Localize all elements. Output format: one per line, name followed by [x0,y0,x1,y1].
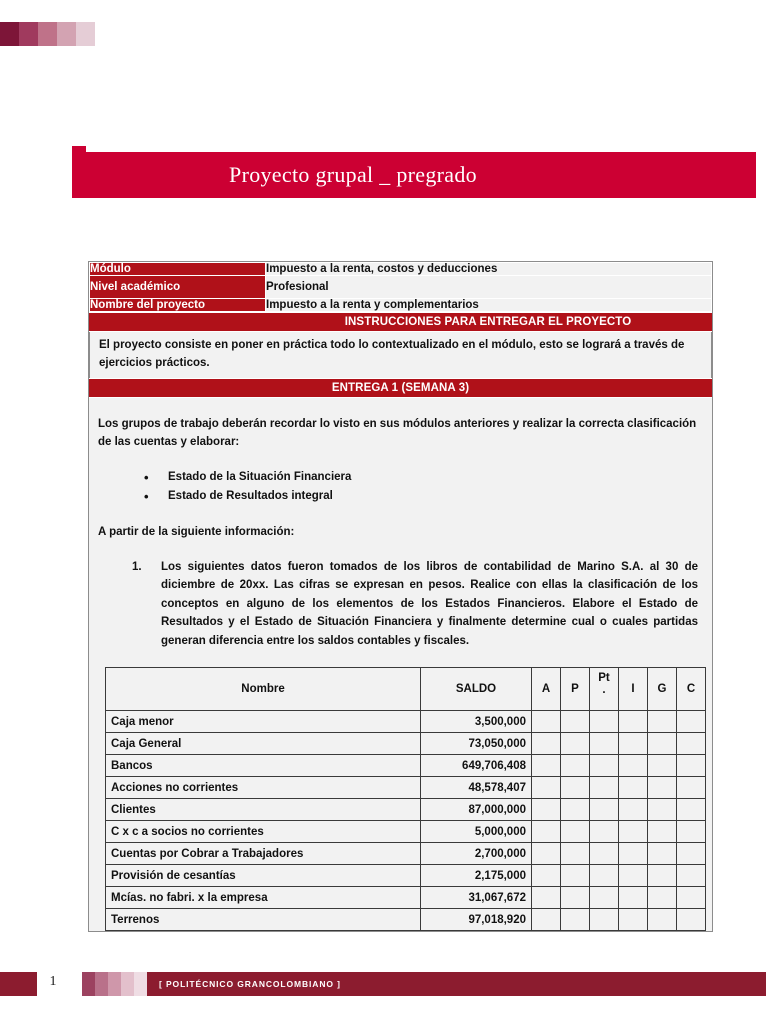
column-header-p: P [561,668,590,711]
cell-nombre: Caja menor [106,711,421,733]
cell-i[interactable] [619,865,648,887]
cell-a[interactable] [532,887,561,909]
info-value-nivel-academico: Profesional [266,276,712,299]
table-row [106,711,706,733]
cell-i[interactable] [619,821,648,843]
cell-c[interactable] [677,909,706,931]
cell-g[interactable] [648,821,677,843]
cell-i[interactable] [619,733,648,755]
table-row [106,799,706,821]
cell-g[interactable] [648,711,677,733]
cell-nombre: Mcías. no fabri. x la empresa [106,887,421,909]
cell-saldo: 5,000,000 [421,821,532,843]
cell-a[interactable] [532,711,561,733]
list-item-number: 1. [132,561,142,574]
cell-nombre: Provisión de cesantías [106,865,421,887]
table-row [90,276,712,299]
info-label-nombre-proyecto: Nombre del proyecto [90,299,266,312]
cell-pt[interactable] [590,733,619,755]
deliverables-list [98,468,698,505]
cell-nombre: C x c a socios no corrientes [106,821,421,843]
cell-saldo: 2,700,000 [421,843,532,865]
footer-color-swatches [82,972,147,996]
cell-c[interactable] [677,799,706,821]
column-header-saldo: SALDO [421,668,532,711]
cell-c[interactable] [677,711,706,733]
list-item: • Estado de Resultados integral [144,487,698,506]
list-item [132,558,698,650]
page-title-banner [72,146,756,198]
cell-p[interactable] [561,733,590,755]
cell-a[interactable] [532,733,561,755]
cell-pt[interactable] [590,799,619,821]
column-header-nombre: Nombre [106,668,421,711]
cell-a[interactable] [532,909,561,931]
page-title: Proyecto grupal _ pregrado [229,162,477,187]
column-header-pt [590,668,619,711]
cell-g[interactable] [648,843,677,865]
body-lead-paragraph: Los grupos de trabajo deberán recordar lo visto en sus módulos anteriores y realizar la correcta clasificación de las cuentas y elaborar: [98,417,697,449]
band-entrega: ENTREGA 1 (SEMANA 3) [89,378,712,398]
project-body [89,398,712,931]
cell-g[interactable] [648,887,677,909]
column-header-pt-line1: Pt [598,672,610,684]
cell-i[interactable] [619,799,648,821]
cell-nombre: Clientes [106,799,421,821]
cell-c[interactable] [677,843,706,865]
cell-c[interactable] [677,887,706,909]
page-footer [0,972,768,996]
cell-p[interactable] [561,711,590,733]
column-header-c: C [677,668,706,711]
table-row [106,887,706,909]
table-row [106,909,706,931]
footer-swatch-3 [121,972,134,996]
cell-pt[interactable] [590,843,619,865]
cell-pt[interactable] [590,821,619,843]
cell-i[interactable] [619,843,648,865]
table-row [106,755,706,777]
cell-nombre: Caja General [106,733,421,755]
footer-swatch-2 [108,972,121,996]
cell-i[interactable] [619,711,648,733]
cell-i[interactable] [619,887,648,909]
project-info-table [89,262,712,312]
info-label-modulo: Módulo [90,263,266,276]
cell-nombre: Cuentas por Cobrar a Trabajadores [106,843,421,865]
table-row [106,777,706,799]
cell-g[interactable] [648,777,677,799]
cell-a[interactable] [532,777,561,799]
column-header-i: I [619,668,648,711]
cell-c[interactable] [677,755,706,777]
band-instrucciones: INSTRUCCIONES PARA ENTREGAR EL PROYECTO [89,312,712,332]
top-swatch-0 [0,22,19,46]
cell-pt[interactable] [590,909,619,931]
cell-i[interactable] [619,777,648,799]
list-item-text: Los siguientes datos fueron tomados de los libros de contabilidad de Marino S.A. al 30 de diciembre de 20xx. Las cifras se expresan en pesos. Realice con ellas la clasificación de los conceptos en alguno de los elementos de los Estados Financieros. Elabore el Estado de Resultados y el Estado de Situación Financiera y finalmente determine cual o cuales partidas generan diferencia entre los saldos contables y fiscales. [161,561,698,647]
cell-g[interactable] [648,909,677,931]
cell-g[interactable] [648,865,677,887]
top-color-swatches [0,22,95,46]
cell-a[interactable] [532,821,561,843]
cell-saldo: 73,050,000 [421,733,532,755]
cell-saldo: 31,067,672 [421,887,532,909]
list-item: • Estado de la Situación Financiera [144,468,698,487]
cell-p[interactable] [561,821,590,843]
cell-p[interactable] [561,843,590,865]
accounts-table [105,667,706,931]
cell-c[interactable] [677,865,706,887]
info-label-nivel-academico: Nivel académico [90,276,266,299]
top-swatch-4 [76,22,95,46]
table-row [90,299,712,312]
footer-institution-label: [ POLITÉCNICO GRANCOLOMBIANO ] [159,979,341,989]
banner-body [80,152,756,198]
cell-pt[interactable] [590,755,619,777]
cell-p[interactable] [561,799,590,821]
instructions-numbered-list [98,558,698,650]
cell-saldo: 87,000,000 [421,799,532,821]
cell-pt[interactable] [590,777,619,799]
footer-swatch-0 [82,972,95,996]
cell-p[interactable] [561,777,590,799]
footer-left-bar [0,972,37,996]
column-header-a: A [532,668,561,711]
cell-nombre: Bancos [106,755,421,777]
cell-a[interactable] [532,799,561,821]
cell-p[interactable] [561,909,590,931]
cell-g[interactable] [648,733,677,755]
a-partir-paragraph: A partir de la siguiente información: [98,525,295,538]
cell-pt[interactable] [590,711,619,733]
cell-nombre: Terrenos [106,909,421,931]
table-header-row [106,668,706,711]
accounts-table-wrapper [98,667,698,931]
cell-saldo: 2,175,000 [421,865,532,887]
cell-saldo: 97,018,920 [421,909,532,931]
cell-saldo: 48,578,407 [421,777,532,799]
info-value-nombre-proyecto: Impuesto a la renta y complementarios [266,299,712,312]
top-swatch-3 [57,22,76,46]
info-value-modulo: Impuesto a la renta, costos y deducciones [266,263,712,276]
top-swatch-1 [19,22,38,46]
footer-swatch-1 [95,972,108,996]
cell-c[interactable] [677,821,706,843]
footer-right-bar [82,972,766,996]
cell-saldo: 3,500,000 [421,711,532,733]
table-row [106,733,706,755]
cell-a[interactable] [532,755,561,777]
cell-g[interactable] [648,755,677,777]
cell-saldo: 649,706,408 [421,755,532,777]
project-document-box [88,261,713,932]
cell-i[interactable] [619,909,648,931]
cell-a[interactable] [532,865,561,887]
top-swatch-2 [38,22,57,46]
cell-g[interactable] [648,799,677,821]
table-row [106,865,706,887]
column-header-pt-line2: . [602,684,606,697]
cell-c[interactable] [677,733,706,755]
cell-i[interactable] [619,755,648,777]
table-row [106,843,706,865]
intro-paragraph: El proyecto consiste en poner en práctica todo lo contextualizado en el módulo, esto se logrará a través de ejercicios prácticos. [89,332,712,378]
cell-c[interactable] [677,777,706,799]
table-row [106,821,706,843]
cell-p[interactable] [561,865,590,887]
table-row [90,263,712,276]
footer-page-number: 1 [49,974,57,989]
cell-p[interactable] [561,755,590,777]
cell-pt[interactable] [590,887,619,909]
column-header-g: G [648,668,677,711]
cell-pt[interactable] [590,865,619,887]
footer-swatch-4 [134,972,147,996]
cell-a[interactable] [532,843,561,865]
cell-nombre: Acciones no corrientes [106,777,421,799]
cell-p[interactable] [561,887,590,909]
